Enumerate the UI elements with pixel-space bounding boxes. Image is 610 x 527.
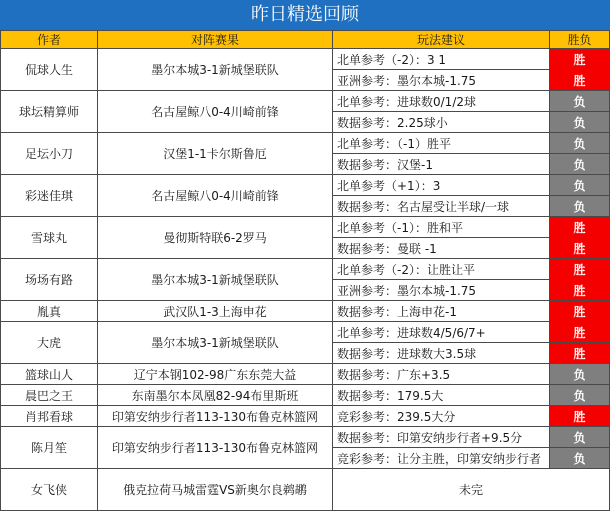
- result-badge: 胜: [550, 259, 610, 280]
- result-badge: 胜: [550, 301, 610, 322]
- tip-cell: 北单参考（-2）：3 1: [333, 49, 550, 70]
- header-tip: 玩法建议: [333, 31, 550, 49]
- tip-cell: 竞彩参考：239.5大分: [333, 406, 550, 427]
- table-row: [1, 175, 610, 196]
- result-badge: 胜: [550, 70, 610, 91]
- tip-cell: 北单参考（+1）：3: [333, 175, 550, 196]
- table-row: [1, 49, 610, 70]
- result-badge: 负: [550, 427, 610, 448]
- author-cell: 雪球丸: [1, 217, 98, 259]
- result-badge: 负: [550, 385, 610, 406]
- match-cell: 武汉队1-3上海申花: [98, 301, 333, 322]
- author-cell: 侃球人生: [1, 49, 98, 91]
- table-row: [1, 259, 610, 280]
- author-cell: 陈月笙: [1, 427, 98, 469]
- tip-cell: 竞彩参考：让分主胜，印第安纳步行者: [333, 448, 550, 469]
- match-cell: 墨尔本城3-1新城堡联队: [98, 259, 333, 301]
- result-badge: 负: [550, 448, 610, 469]
- tip-cell: 数据参考：曼联 -1: [333, 238, 550, 259]
- author-cell: 场场有路: [1, 259, 98, 301]
- tip-cell: 数据参考：进球数大3.5球: [333, 343, 550, 364]
- author-cell: 晨巴之王: [1, 385, 98, 406]
- author-cell: 彩迷佳琪: [1, 175, 98, 217]
- result-badge: 负: [550, 154, 610, 175]
- tip-cell: 北单参考：（-1）胜平: [333, 133, 550, 154]
- tip-cell: 亚洲参考：墨尔本城-1.75: [333, 280, 550, 301]
- tip-cell: 北单参考（-1）：胜和平: [333, 217, 550, 238]
- tip-cell: 数据参考：上海申花-1: [333, 301, 550, 322]
- table-row: [1, 217, 610, 238]
- match-cell: 辽宁本钢102-98广东东莞大益: [98, 364, 333, 385]
- result-badge: 胜: [550, 343, 610, 364]
- match-cell: 汉堡1-1卡尔斯鲁厄: [98, 133, 333, 175]
- table-row: [1, 322, 610, 343]
- match-cell: 墨尔本城3-1新城堡联队: [98, 49, 333, 91]
- header-author: 作者: [1, 31, 98, 49]
- result-badge: 负: [550, 364, 610, 385]
- tip-cell: 数据参考：179.5大: [333, 385, 550, 406]
- result-badge: 胜: [550, 406, 610, 427]
- result-badge: 胜: [550, 280, 610, 301]
- author-cell: 胤真: [1, 301, 98, 322]
- page-title: 昨日精选回顾: [0, 0, 610, 30]
- result-badge: 负: [550, 91, 610, 112]
- table-row: [1, 385, 610, 406]
- table-row: [1, 469, 610, 511]
- author-cell: 球坛精算师: [1, 91, 98, 133]
- match-cell: 墨尔本城3-1新城堡联队: [98, 322, 333, 364]
- pending-cell: 未完: [333, 469, 610, 511]
- author-cell: 篮球山人: [1, 364, 98, 385]
- match-cell: 名古屋鲸八0-4川崎前锋: [98, 175, 333, 217]
- result-badge: 胜: [550, 217, 610, 238]
- author-cell: 女飞侠: [1, 469, 98, 511]
- tip-cell: 数据参考：广东+3.5: [333, 364, 550, 385]
- tip-cell: 亚洲参考：墨尔本城-1.75: [333, 70, 550, 91]
- table-body: [1, 49, 610, 511]
- tip-cell: 北单参考：进球数4/5/6/7+: [333, 322, 550, 343]
- table-row: [1, 427, 610, 448]
- result-badge: 胜: [550, 49, 610, 70]
- match-cell: 印第安纳步行者113-130布鲁克林篮网: [98, 427, 333, 469]
- result-badge: 负: [550, 133, 610, 154]
- table-row: [1, 133, 610, 154]
- tip-cell: 数据参考：汉堡-1: [333, 154, 550, 175]
- match-cell: 印第安纳步行者113-130布鲁克林篮网: [98, 406, 333, 427]
- tip-cell: 数据参考：名古屋受让半球/一球: [333, 196, 550, 217]
- tip-cell: 数据参考：2.25球小: [333, 112, 550, 133]
- header-match: 对阵赛果: [98, 31, 333, 49]
- result-badge: 负: [550, 196, 610, 217]
- table-row: [1, 406, 610, 427]
- match-cell: 俄克拉荷马城雷霆VS新奥尔良鹈鹕: [98, 469, 333, 511]
- result-badge: 胜: [550, 322, 610, 343]
- table-row: [1, 91, 610, 112]
- tip-cell: 北单参考（-2）：让胜让平: [333, 259, 550, 280]
- author-cell: 大虎: [1, 322, 98, 364]
- result-badge: 负: [550, 112, 610, 133]
- match-cell: 曼彻斯特联6-2罗马: [98, 217, 333, 259]
- match-cell: 东南墨尔本凤凰82-94布里斯班: [98, 385, 333, 406]
- result-badge: 胜: [550, 238, 610, 259]
- table-row: [1, 301, 610, 322]
- match-cell: 名古屋鲸八0-4川崎前锋: [98, 91, 333, 133]
- author-cell: 肖邦看球: [1, 406, 98, 427]
- header-result: 胜负: [550, 31, 610, 49]
- header-row: [1, 31, 610, 49]
- table-row: [1, 364, 610, 385]
- result-badge: 负: [550, 175, 610, 196]
- author-cell: 足坛小刀: [1, 133, 98, 175]
- tip-cell: 北单参考：进球数0/1/2球: [333, 91, 550, 112]
- tip-cell: 数据参考：印第安纳步行者+9.5分: [333, 427, 550, 448]
- review-table: [0, 30, 610, 511]
